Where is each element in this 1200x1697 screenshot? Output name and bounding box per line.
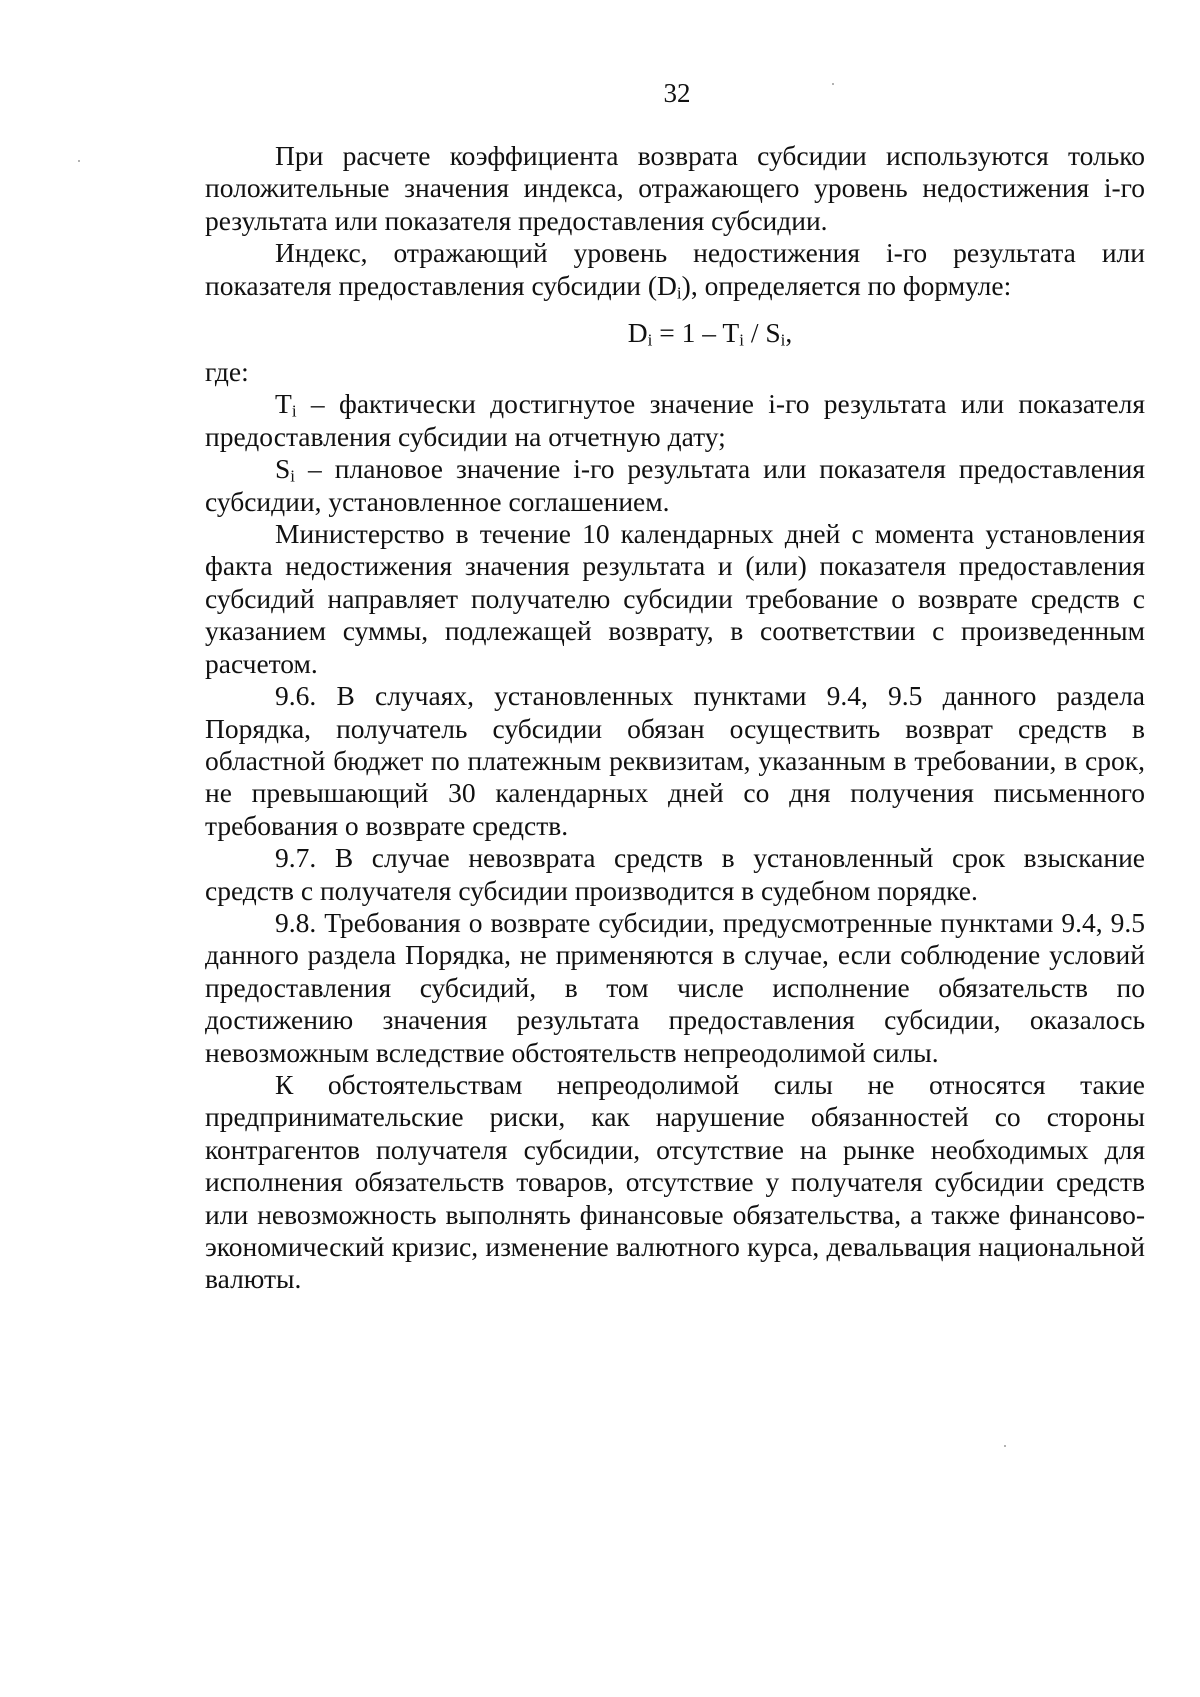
paragraph-ministry-notice: Министерство в течение 10 календарных дней с момента установления факта недостижения значения результата и (или) показателя предоставления субсидий направляет получателю субсидии требование о возврате средств с указанием суммы, подлежащей возврату, в соответствии с произведенным расчетом.: [205, 518, 1145, 679]
paragraph-9-7: 9.7. В случае невозврата средств в установленный срок взыскание средств с получателя субсидии производится в судебном порядке.: [205, 842, 1145, 906]
formula-slash: /: [743, 317, 766, 349]
ti-subscript: i: [291, 401, 297, 421]
page-number: 32: [663, 78, 691, 108]
document-body: [205, 140, 1145, 1296]
scan-speck: [1004, 1445, 1006, 1447]
formula-t-subscript: i: [739, 330, 744, 350]
definition-ti: [205, 388, 1145, 453]
formula-d: D: [627, 317, 648, 349]
formula-tail: ,: [785, 317, 793, 349]
paragraph-index-definition: [205, 237, 1145, 302]
index-definition-subscript: i: [676, 283, 682, 303]
si-subscript: i: [290, 466, 296, 486]
formula-t: T: [722, 317, 740, 349]
scan-speck: [832, 83, 834, 85]
ti-text: – фактически достигнутое значение i-го результата или показателя предоставления субсидии на отчетную дату;: [205, 388, 1145, 452]
paragraph-force-majeure: К обстоятельствам непреодолимой силы не относятся такие предпринимательские риски, как нарушение обязанностей со стороны контрагентов получателя субсидии, отсутствие на рынке необходимых для исполнения обязательств товаров, отсутствие у получателя субсидии средств или невозможность выполнять финансовые обязательства, а также финансово-экономический кризис, изменение валютного курса, девальвация национальной валюты.: [205, 1068, 1145, 1295]
index-definition-text: Индекс, отражающий уровень недостижения i-го результата или показателя предоставления субсидии (D: [205, 237, 1145, 301]
formula: [205, 316, 1145, 350]
formula-s: S: [765, 317, 781, 349]
index-definition-tail: ), определяется по формуле:: [681, 269, 1012, 301]
si-text: – плановое значение i-го результата или показателя предоставления субсидии, установленное соглашением.: [205, 453, 1145, 517]
scan-speck: [78, 160, 80, 162]
si-symbol: S: [275, 453, 291, 485]
paragraph-9-8: 9.8. Требования о возврате субсидии, предусмотренные пунктами 9.4, 9.5 данного раздела Порядка, не применяются в случае, если соблюдение условий предоставления субсидий, в том числе исполнение обязательств по достижению значения результата предоставления субсидии, оказалось невозможным вследствие обстоятельств непреодолимой силы.: [205, 906, 1145, 1068]
formula-s-subscript: i: [780, 330, 786, 350]
ti-symbol: T: [275, 388, 292, 420]
paragraph-return-coefficient: При расчете коэффициента возврата субсидии используются только положительные значения индекса, отражающего уровень недостижения i-го результата или показателя предоставления субсидии.: [205, 140, 1145, 236]
paragraph-9-6: 9.6. В случаях, установленных пунктами 9.4, 9.5 данного раздела Порядка, получатель субсидии обязан осуществить возврат средств в областной бюджет по платежным реквизитам, указанным в требовании, в срок, не превышающий 30 календарных дней со дня получения письменного требования о возврате средств.: [205, 680, 1145, 841]
definition-si: [205, 453, 1145, 518]
formula-d-subscript: i: [647, 330, 653, 350]
formula-equals: = 1 –: [652, 317, 723, 349]
where-label: где:: [205, 356, 249, 388]
